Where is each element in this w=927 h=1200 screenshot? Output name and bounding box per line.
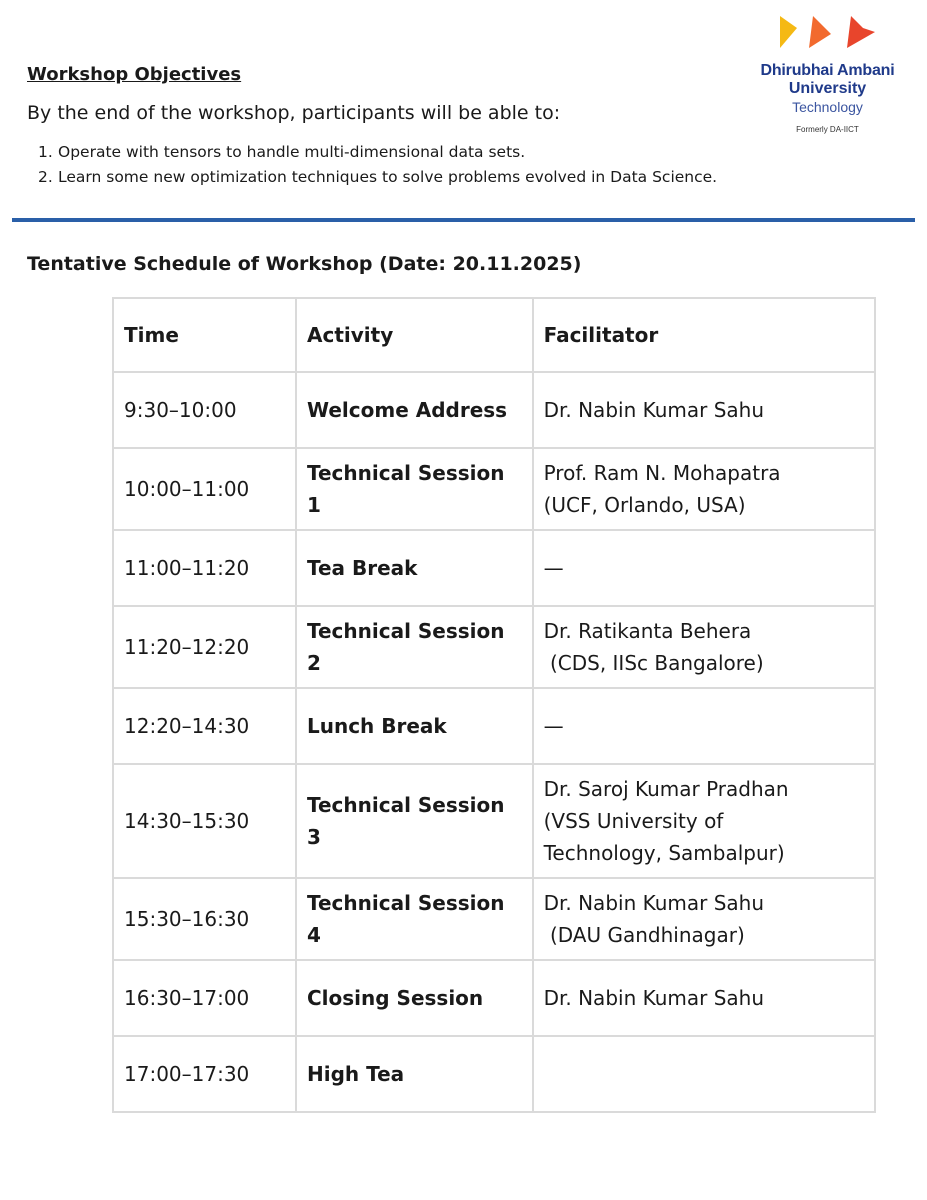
column-header-facilitator: Facilitator (533, 298, 875, 372)
list-number: 1. (38, 143, 53, 161)
table-row (113, 530, 875, 606)
cell-activity: Technical Session 4 (296, 878, 533, 960)
cell-activity: Tea Break (296, 530, 533, 606)
list-text: Learn some new optimization techniques to solve problems evolved in Data Science. (58, 168, 718, 186)
cell-time: 16:30–17:00 (113, 960, 296, 1036)
cell-facilitator (533, 530, 875, 606)
cell-time: 10:00–11:00 (113, 448, 296, 530)
cell-activity: Lunch Break (296, 688, 533, 764)
facilitator-line: (VSS University of (543, 809, 724, 833)
cell-activity: Technical Session 3 (296, 764, 533, 878)
cell-facilitator (533, 764, 875, 878)
facilitator-line: Dr. Saroj Kumar Pradhan (543, 777, 789, 801)
cell-time: 11:00–11:20 (113, 530, 296, 606)
cell-activity: Closing Session (296, 960, 533, 1036)
cell-time: 9:30–10:00 (113, 372, 296, 448)
cell-activity: Technical Session 1 (296, 448, 533, 530)
facilitator-line: Dr. Nabin Kumar Sahu (543, 398, 765, 422)
cell-facilitator (533, 1036, 875, 1112)
facilitator-line: Technology, Sambalpur) (543, 841, 785, 865)
facilitator-line: — (543, 714, 564, 738)
table-row (113, 688, 875, 764)
logo-name-line3: Technology (792, 99, 863, 115)
cell-facilitator (533, 606, 875, 688)
schedule-table (112, 297, 876, 1113)
cell-time: 11:20–12:20 (113, 606, 296, 688)
cell-facilitator (533, 688, 875, 764)
objectives-intro: By the end of the workshop, participants will be able to: (27, 102, 561, 124)
table-row (113, 1036, 875, 1112)
list-item (38, 167, 717, 192)
section-divider (12, 218, 915, 222)
facilitator-line: Dr. Nabin Kumar Sahu (543, 986, 765, 1010)
cell-facilitator (533, 878, 875, 960)
cell-time: 15:30–16:30 (113, 878, 296, 960)
logo-name-line2: University (788, 80, 867, 97)
facilitator-line: Dr. Ratikanta Behera (543, 619, 752, 643)
objectives-list (38, 142, 717, 192)
cell-facilitator (533, 960, 875, 1036)
logo-formerly: Formerly DA-IICT (796, 125, 859, 134)
cell-time: 14:30–15:30 (113, 764, 296, 878)
objectives-heading: Workshop Objectives (27, 64, 242, 85)
facilitator-line: — (543, 556, 564, 580)
table-header-row (113, 298, 875, 372)
table-row (113, 606, 875, 688)
cell-facilitator (533, 372, 875, 448)
cell-facilitator (533, 448, 875, 530)
table-row (113, 448, 875, 530)
facilitator-line: Dr. Nabin Kumar Sahu (543, 891, 765, 915)
cell-activity: Technical Session 2 (296, 606, 533, 688)
cell-time: 17:00–17:30 (113, 1036, 296, 1112)
cell-time: 12:20–14:30 (113, 688, 296, 764)
logo-name-line1: Dhirubhai Ambani (760, 62, 895, 79)
table-row (113, 960, 875, 1036)
table-row (113, 878, 875, 960)
facilitator-line: (DAU Gandhinagar) (543, 923, 745, 947)
university-logo (745, 12, 910, 134)
table-row (113, 372, 875, 448)
facilitator-line: (CDS, IISc Bangalore) (543, 651, 764, 675)
list-number: 2. (38, 168, 53, 186)
facilitator-line: (UCF, Orlando, USA) (543, 493, 746, 517)
facilitator-line: Prof. Ram N. Mohapatra (543, 461, 781, 485)
schedule-heading: Tentative Schedule of Workshop (Date: 20.11.2025) (27, 253, 582, 275)
column-header-activity: Activity (296, 298, 533, 372)
table-row (113, 764, 875, 878)
list-text: Operate with tensors to handle multi-dimensional data sets. (58, 143, 526, 161)
list-item (38, 142, 717, 167)
cell-activity: Welcome Address (296, 372, 533, 448)
column-header-time: Time (113, 298, 296, 372)
cell-activity: High Tea (296, 1036, 533, 1112)
schedule-body (113, 372, 875, 1112)
logo-flags-icon (777, 12, 882, 52)
